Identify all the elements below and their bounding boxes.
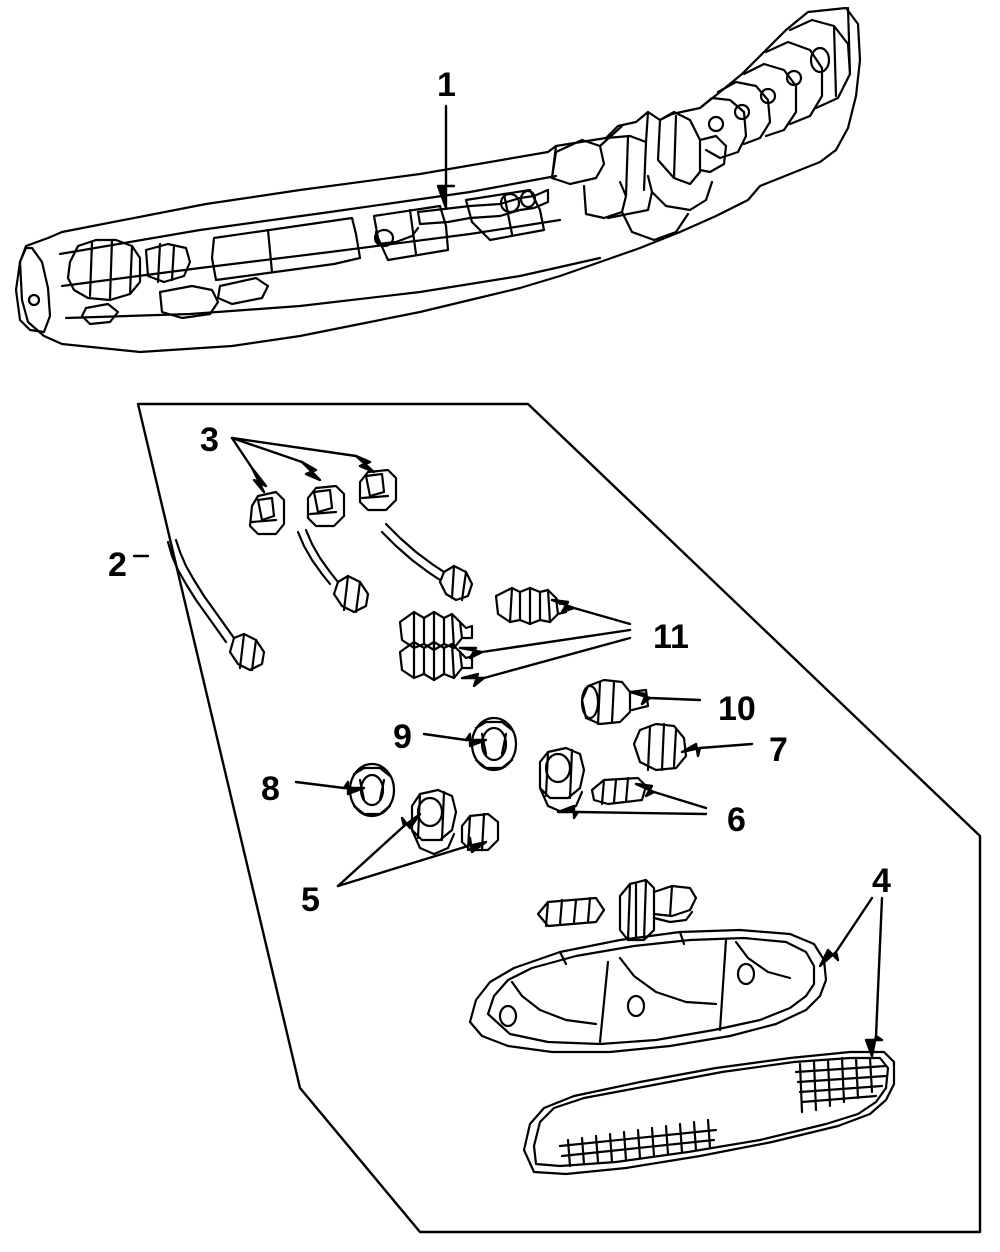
headlamp-mounting-hardware xyxy=(538,880,696,940)
callout-label-1: 1 xyxy=(437,66,456,104)
callout-label-6: 6 xyxy=(727,801,746,839)
callout-10-leader xyxy=(630,692,700,704)
callout-3-leaders xyxy=(232,438,374,492)
bulb-and-socket-6 xyxy=(540,748,646,812)
callout-7-leader xyxy=(682,744,752,756)
bulb-7 xyxy=(634,724,686,770)
callout-label-2: 2 xyxy=(108,546,127,584)
callout-label-11: 11 xyxy=(653,618,689,656)
callout-label-3: 3 xyxy=(200,421,219,459)
callout-8-leader xyxy=(296,782,364,794)
callout-1-leader xyxy=(438,106,454,208)
bulb-socket-10 xyxy=(582,680,648,724)
bumper-reinforcement-bar xyxy=(16,8,860,352)
long-screws xyxy=(168,524,472,670)
callout-4-leaders xyxy=(820,898,882,1056)
bulb-socket-assembly-5 xyxy=(412,790,498,854)
callout-label-5: 5 xyxy=(301,881,320,919)
retainer-clips xyxy=(250,470,396,534)
callout-label-7: 7 xyxy=(769,731,788,769)
headlamp-lens xyxy=(470,930,826,1052)
screws-and-studs xyxy=(400,588,566,680)
callout-11-leaders xyxy=(460,600,630,686)
callout-9-leader xyxy=(424,734,486,746)
callout-label-10: 10 xyxy=(718,690,756,728)
side-marker-lens xyxy=(524,1052,894,1174)
callout-label-4: 4 xyxy=(872,862,891,900)
callout-label-8: 8 xyxy=(261,770,280,808)
lamp-group-enclosure xyxy=(138,404,980,1232)
callout-label-9: 9 xyxy=(393,718,412,756)
